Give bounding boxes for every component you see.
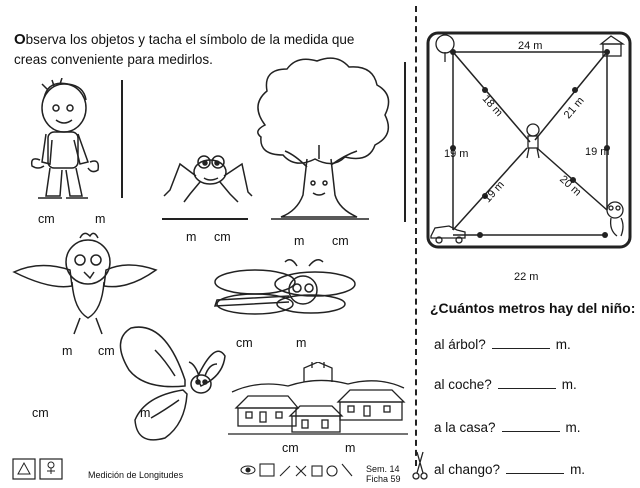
footer-ficha: Ficha 59 xyxy=(366,474,401,484)
butterfly-illustration xyxy=(105,320,235,450)
frog-illustration xyxy=(160,150,255,210)
question-item-house xyxy=(434,420,581,435)
pencil-icon xyxy=(280,466,290,476)
question-prefix: al coche? xyxy=(434,377,492,392)
tree-illustration xyxy=(245,55,400,225)
map-label-left: 19 m xyxy=(444,148,469,160)
tree-measure-line xyxy=(404,62,406,222)
question-prefix: a la casa? xyxy=(434,420,496,435)
map-label-diag-br: 20 m xyxy=(557,173,584,199)
map-label-diag-bl: 19 m xyxy=(481,178,507,206)
tree-unit-1[interactable]: m xyxy=(294,234,305,248)
frog-measure-line xyxy=(162,218,248,220)
map-label-diag-tr: 21 m xyxy=(561,94,587,122)
brush-icon xyxy=(342,464,352,476)
question-item-monkey xyxy=(434,462,585,477)
question-prefix: al árbol? xyxy=(434,337,486,352)
book-icon xyxy=(260,464,274,476)
map-line-diag-tr xyxy=(535,52,607,140)
footer-tool-icons xyxy=(240,462,355,478)
map-label-bottom: 22 m xyxy=(514,271,539,283)
question-title: ¿Cuántos metros hay del niño: xyxy=(430,300,636,316)
instructions-line1: bserva los objetos y tacha el símbolo de la medida que xyxy=(25,32,355,47)
question-prefix: al chango? xyxy=(434,462,501,477)
question-suffix: m. xyxy=(570,462,586,477)
answer-blank-house[interactable] xyxy=(502,431,560,432)
bird-unit-2[interactable]: cm xyxy=(98,344,115,358)
dragonfly-unit-2[interactable]: m xyxy=(296,336,307,350)
answer-blank-car[interactable] xyxy=(498,388,556,389)
village-unit-1[interactable]: cm xyxy=(282,441,299,455)
instructions-line2: creas conveniente para medirlos. xyxy=(14,52,213,67)
map-tree-icon xyxy=(436,35,454,62)
question-suffix: m. xyxy=(555,337,571,352)
village-unit-2[interactable]: m xyxy=(345,441,356,455)
dragonfly-illustration xyxy=(205,258,370,328)
footer-title: Medición de Longitudes xyxy=(88,470,184,480)
boy-unit-1[interactable]: cm xyxy=(38,212,55,226)
butterfly-unit-1[interactable]: cm xyxy=(32,406,49,420)
footer-sem: Sem. 14 xyxy=(366,464,400,474)
boy-illustration xyxy=(8,78,118,208)
instructions-first-letter: O xyxy=(14,31,26,48)
distance-map xyxy=(425,30,635,255)
map-label-diag-tl: 18 m xyxy=(479,92,505,120)
question-item-car xyxy=(434,377,577,392)
scissors-icon xyxy=(412,448,428,482)
boy-unit-2[interactable]: m xyxy=(95,212,106,226)
map-label-right: 19 m xyxy=(585,146,610,158)
frog-unit-2[interactable]: cm xyxy=(214,230,231,244)
question-suffix: m. xyxy=(561,377,577,392)
map-label-top: 24 m xyxy=(518,40,543,52)
page-divider xyxy=(415,6,417,466)
answer-blank-tree[interactable] xyxy=(492,348,550,349)
scissors-icon xyxy=(296,466,306,476)
answer-blank-monkey[interactable] xyxy=(506,473,564,474)
map-monkey-icon xyxy=(607,202,623,236)
dragonfly-unit-1[interactable]: cm xyxy=(236,336,253,350)
village-illustration xyxy=(228,362,408,438)
glue-icon xyxy=(312,466,322,476)
boy-measure-line xyxy=(121,80,123,198)
tree-unit-2[interactable]: cm xyxy=(332,234,349,248)
question-suffix: m. xyxy=(565,420,581,435)
bird-unit-1[interactable]: m xyxy=(62,344,73,358)
butterfly-unit-2[interactable]: m xyxy=(140,406,151,420)
question-item-tree xyxy=(434,337,571,352)
crayon-icon xyxy=(327,466,337,476)
footer-logo-icons xyxy=(12,458,66,482)
frog-unit-1[interactable]: m xyxy=(186,230,197,244)
